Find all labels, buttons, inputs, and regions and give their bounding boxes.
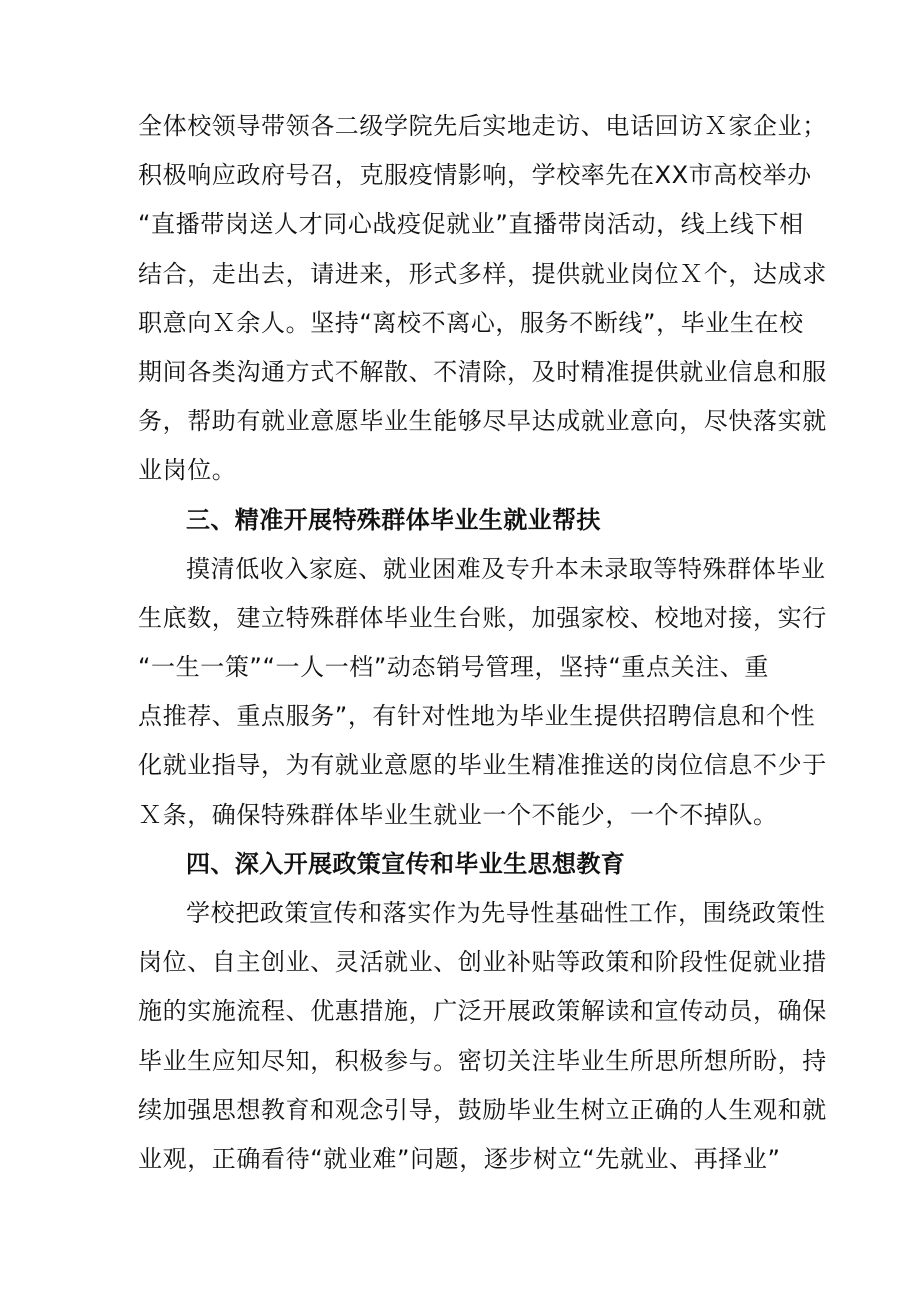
section-heading-4: 四、深入开展政策宣传和毕业生思想教育	[186, 849, 626, 878]
paragraph-line: 点推荐、重点服务”，有针对性地为毕业生提供招聘信息和个性	[138, 702, 816, 731]
paragraph-line: 续加强思想教育和观念引导，鼓励毕业生树立正确的人生观和就	[138, 1095, 827, 1124]
paragraph-special-groups	[138, 545, 827, 840]
paragraph-policy-education	[138, 889, 827, 1184]
paragraph-line: Ｘ条，确保特殊群体毕业生就业一个不能少，一个不掉队。	[138, 800, 778, 829]
paragraph-line: 摸清低收入家庭、就业困难及专升本未录取等特殊群体毕业	[186, 554, 826, 583]
paragraph-line: 务，帮助有就业意愿毕业生能够尽早达成就业意向，尽快落实就	[138, 407, 827, 436]
paragraph-line: 化就业指导，为有就业意愿的毕业生精准推送的岗位信息不少于	[138, 751, 827, 780]
paragraph-line: 期间各类沟通方式不解散、不清除，及时精准提供就业信息和服	[138, 357, 827, 386]
paragraph-line: 结合，走出去，请进来，形式多样，提供就业岗位Ｘ个，达成求	[138, 259, 827, 288]
paragraph-line: 生底数，建立特殊群体毕业生台账，加强家校、校地对接，实行	[138, 603, 827, 632]
paragraph-outreach	[138, 102, 827, 496]
paragraph-line: “直播带岗送人才同心战疫促就业”直播带岗活动，线上线下相	[138, 210, 804, 239]
paragraph-line: 施的实施流程、优惠措施，广泛开展政策解读和宣传动员，确保	[138, 997, 827, 1026]
paragraph-line: 岗位、自主创业、灵活就业、创业补贴等政策和阶段性促就业措	[138, 948, 827, 977]
paragraph-line: 职意向Ｘ余人。坚持“离校不离心，服务不断线”，毕业生在校	[138, 308, 804, 337]
section-heading-3: 三、精准开展特殊群体毕业生就业帮扶	[186, 505, 601, 534]
paragraph-line: 全体校领导带领各二级学院先后实地走访、电话回访Ｘ家企业；	[138, 112, 827, 140]
paragraph-line: 业岗位。	[138, 456, 237, 485]
paragraph-line: 学校把政策宣传和落实作为先导性基础性工作，围绕政策性	[186, 899, 826, 927]
paragraph-line: 业观，正确看待“就业难”问题，逐步树立“先就业、再择业”	[138, 1144, 781, 1173]
paragraph-line: 毕业生应知尽知，积极参与。密切关注毕业生所思所想所盼，持	[138, 1046, 827, 1075]
paragraph-line: 积极响应政府号召，克服疫情影响，学校率先在XX市高校举办	[138, 161, 812, 190]
document-page	[138, 102, 827, 1184]
paragraph-line: “一生一策”“一人一档”动态销号管理，坚持“重点关注、重	[138, 653, 769, 682]
